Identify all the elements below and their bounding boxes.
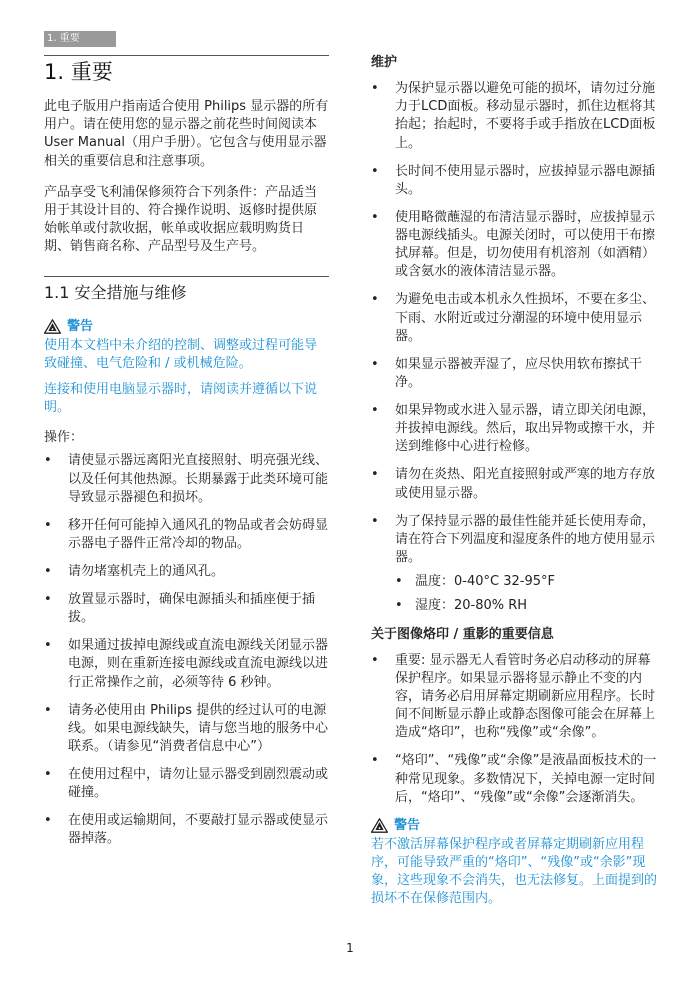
warning-text: 使用本文档中未介绍的控制、调整或过程可能导致碰撞、电气危险和 / 或机械危险。 [44,337,318,371]
warning-heading [44,318,329,336]
list-item: • 重要: 显示器无人看管时务必启动移动的屏幕保护程序。如果显示器将显示静止不变的内容，请务必启用屏幕定期刷新应用程序。长时间不间断显示静止或静态图像可能会在屏幕上造成“烙印”，也称“残像”或“余像”。 [371,652,656,741]
intro-paragraph: 此电子版用户指南适合使用 Philips 显示器的所有用户。请在使用您的显示器之前花些时间阅读本 User Manual（用户手册）。它包含与使用显示器相关的重要信息和注意事项。 [44,99,329,169]
list-item: • 请使显示器远离阳光直接照射、明亮强光线、以及任何其他热源。长期暴露于此类环境可能导致显示器褪色和损坏。 [44,453,329,505]
warning-box [44,318,329,418]
list-item: • 湿度：20-80% RH [395,598,528,614]
list-item: • 在使用或运输期间，不要敲打显示器或使显示器掉落。 [44,813,329,847]
list-item: • 为保护显示器以避免可能的损坏，请勿过分施力于LCD面板。移动显示器时，抓住边框将其抬起；抬起时，不要将手或手指放在LCD面板上。 [371,81,656,151]
list-item: • 使用略微蘸湿的布清洁显示器时，应拔掉显示器电源线插头。电源关闭时，可以使用干布擦拭屏幕。但是，切勿使用有机溶剂（如酒精）或含氨水的液体清洁显示器。 [371,209,656,280]
list-item: • 请勿堵塞机壳上的通风孔。 [44,564,225,580]
warning-icon [44,319,61,334]
list-item: • 为避免电击或本机永久性损坏，不要在多尘、下雨、水附近或过分潮湿的环境中使用显示器。 [371,292,656,344]
list-item: • 请务必使用由 Philips 提供的经过认可的电源线。如果电源线缺失，请与您当地的服务中心联系。（请参见“消费者信息中心”） [44,702,329,755]
burn-in-heading: 关于图像烙印 / 重影的重要信息 [371,626,554,642]
conditions-list [395,573,658,615]
warning-text: 若不激活屏幕保护程序或者屏幕定期刷新应用程序，可能导致严重的“烙印”、“残像”或“余影”现象，这些现象不会消失，也无法修复。上面提到的损坏不在保修范围内。 [371,836,658,907]
warning-label: 警告 [394,817,421,833]
operation-list [44,452,329,848]
burn-in-list [371,652,658,807]
page-number: 1 [346,941,354,955]
warranty-paragraph: 产品享受飞利浦保修须符合下列条件：产品适当用于其设计目的、符合操作说明、返修时提供原始帐单或付款收据，帐单或收据应载明购货日期、销售商名称、产品型号及生产号。 [44,184,318,255]
running-header-tab: 1. 重要 [44,31,116,47]
operation-heading: 操作： [44,430,84,446]
left-column [44,56,329,858]
warning-heading [371,817,658,835]
list-item: • 如果显示器被弄湿了，应尽快用软布擦拭干净。 [371,356,643,391]
list-item: • 放置显示器时，确保电源插头和插座便于插拔。 [44,592,316,626]
list-item: • 温度：0-40°C 32-95°F [395,574,555,590]
warning-text-2: 连接和使用电脑显示器时，请阅读并遵循以下说明。 [44,382,318,416]
list-item: • 请勿在炎热、阳光直接照射或严寒的地方存放或使用显示器。 [371,467,656,501]
page-title: 1. 重要 [44,60,113,84]
warning-icon [371,818,388,833]
list-item: • “烙印”、“残像”或“余像”是液晶面板技术的一种常见现象。多数情况下，关掉电源一定时间后，“烙印”、“残像”或“余像”会逐渐消失。 [371,753,657,805]
list-item: • 为了保持显示器的最佳性能并延长使用寿命，请在符合下列温度和湿度条件的地方使用显示器。 [371,513,656,566]
maintenance-list [371,80,658,567]
list-item: • 在使用过程中，请勿让显示器受到剧烈震动或碰撞。 [44,767,329,801]
list-item: • 如果通过拔掉电源线或直流电源线关闭显示器电源，则在重新连接电源线或直流电源线以进行正常操作之前，必须等待 6 秒钟。 [44,638,329,690]
warning-box-2 [371,817,658,909]
section-title: 1.1 安全措施与维修 [44,276,329,304]
warning-label: 警告 [67,318,94,334]
list-item: • 长时间不使用显示器时，应拔掉显示器电源插头。 [371,163,656,197]
right-column [371,54,658,917]
maintenance-heading: 维护 [371,55,398,70]
list-item: • 如果异物或水进入显示器，请立即关闭电源，并拔掉电源线。然后，取出异物或擦干水，并送到维修中心进行检修。 [371,403,656,455]
list-item: • 移开任何可能掉入通风孔的物品或者会妨碍显示器电子器件正常冷却的物品。 [44,517,329,552]
